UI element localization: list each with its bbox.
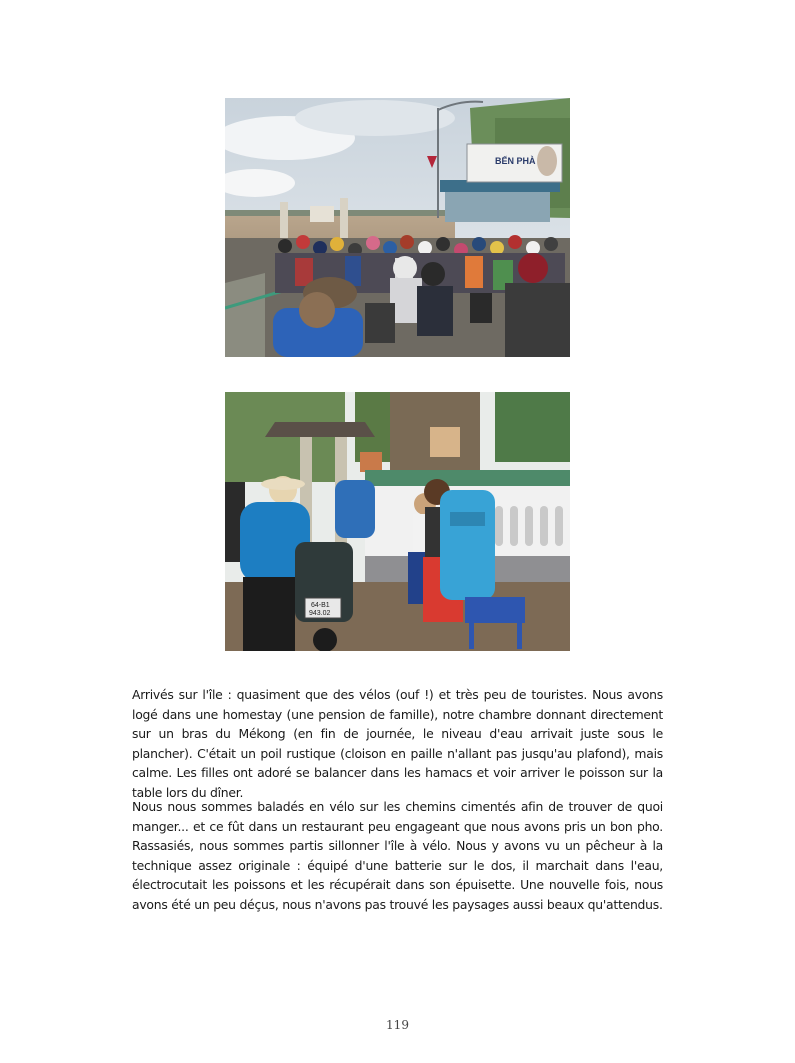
plate-line-2: 943.02 [309, 610, 331, 617]
paragraph-island-ride [132, 797, 663, 915]
paragraph-arrival [132, 685, 663, 803]
page-number: 119 [386, 1018, 409, 1032]
family-backpacks-photo [225, 392, 570, 651]
plate-line-1: 64-B1 [311, 602, 330, 609]
paragraph-text: Arrivés sur l'île : quasiment que des vélos (ouf !) et très peu de touristes. Nous avons logé dans une homestay (une pension de famille), notre chambre donnant directement sur un bras du Mékong (en fin de journée, le niveau d'eau arrivait juste sous le plancher). C'était un poil rustique (cloison en paille n'allant pas jusqu'au plafond), mais calme. Les filles ont adoré se balancer dans les hamacs et voir arriver le poisson sur la table lors du dîner. [132, 687, 663, 800]
paragraph-text: Nous nous sommes baladés en vélo sur les chemins cimentés afin de trouver de quoi manger... et ce fût dans un restaurant peu engageant que nous avons pris un bon pho. Rassasiés, nous sommes partis sillonner l'île à vélo. Nous y avons vu un pêcheur à la technique assez originale : équipé d'une batterie sur le dos, il marchait dans l'eau, électrocutait les poissons et les récupérait dans son épuisette. Une nouvelle fois, nous avons été un peu déçus, nous n'avons pas trouvé les paysages aussi beaux qu'attendus. [132, 799, 663, 912]
ferry-crowd-photo [225, 98, 570, 357]
ferry-sign-text: BẾN PHÀ [495, 156, 536, 166]
